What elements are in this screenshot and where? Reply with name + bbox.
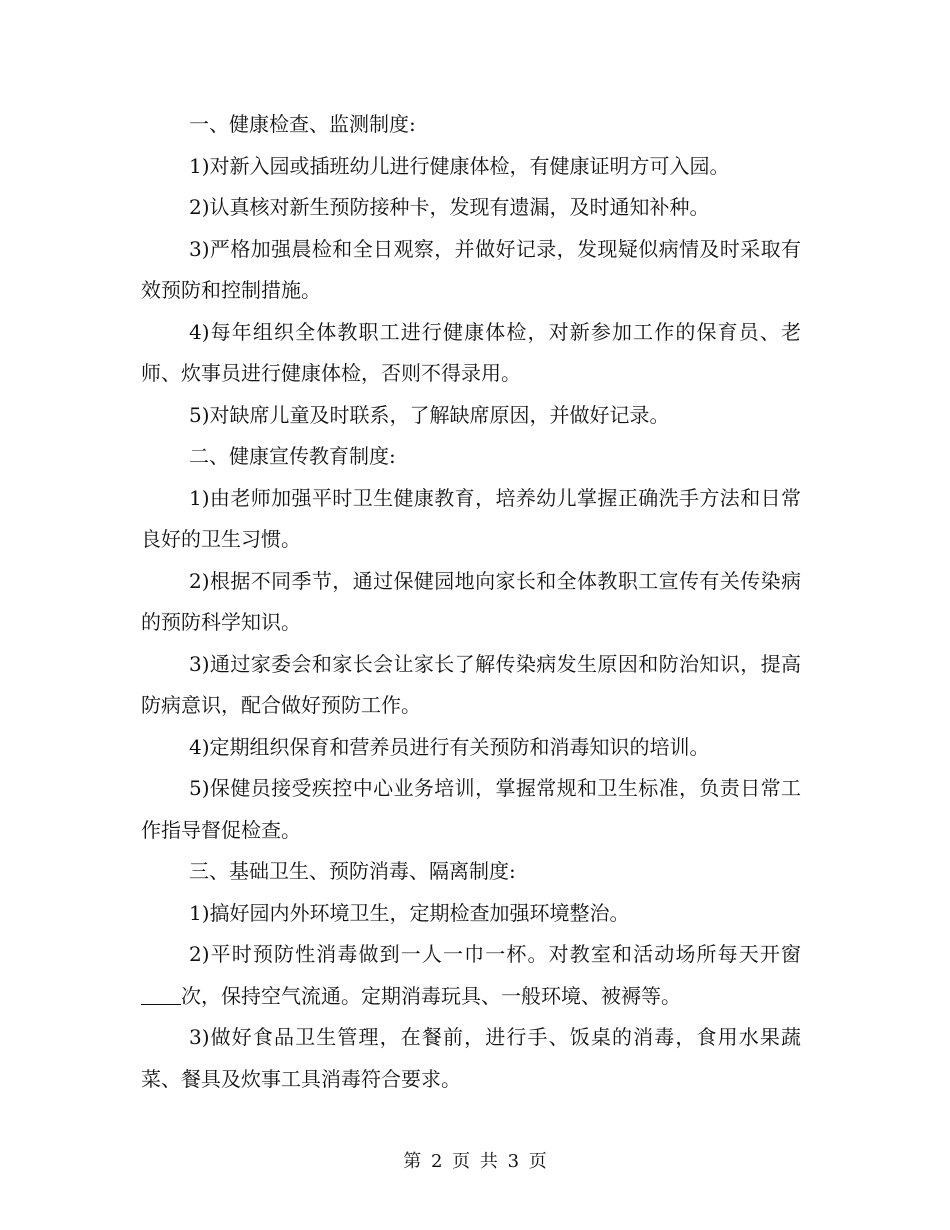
paragraph: 2)根据不同季节，通过保健园地向家长和全体教职工宣传有关传染病的预防科学知识。 — [141, 568, 801, 634]
paragraph-text-after-blank: 次，保持空气流通。定期消毒玩具、一般环境、被褥等。 — [181, 983, 681, 1008]
section-heading-health-check: 一、健康检查、监测制度: — [189, 112, 416, 136]
paragraph: 3)通过家委会和家长会让家长了解传染病发生原因和防治知识，提高防病意识，配合做好预防工作。 — [141, 651, 801, 717]
paragraph: 2)认真核对新生预防接种卡，发现有遗漏，及时通知补种。 — [189, 195, 710, 219]
section-heading-health-education: 二、健康宣传教育制度: — [189, 444, 396, 468]
paragraph: 4)每年组织全体教职工进行健康体检，对新参加工作的保育员、老师、炊事员进行健康体检，否则不得录用。 — [141, 319, 801, 385]
paragraph: 3)做好食品卫生管理，在餐前，进行手、饭桌的消毒，食用水果蔬菜、餐具及炊事工具消毒符合要求。 — [141, 1025, 801, 1091]
paragraph-with-blank — [141, 934, 801, 1017]
paragraph: 5)保健员接受疾控中心业务培训，掌握常规和卫生标准，负责日常工作指导督促检查。 — [141, 776, 801, 842]
paragraph: 3)严格加强晨检和全日观察，并做好记录，发现疑似病情及时采取有效预防和控制措施。 — [141, 236, 801, 302]
fill-in-blank — [141, 984, 181, 1005]
paragraph: 1)由老师加强平时卫生健康教育，培养幼儿掌握正确洗手方法和日常良好的卫生习惯。 — [141, 485, 801, 551]
paragraph: 1)搞好园内外环境卫生，定期检查加强环境整治。 — [189, 900, 630, 925]
page-number-footer: 第 2 页 共 3 页 — [403, 1151, 547, 1172]
paragraph: 4)定期组织保育和营养员进行有关预防和消毒知识的培训。 — [189, 734, 710, 759]
document-body — [141, 104, 801, 1100]
section-heading-hygiene-disinfection: 三、基础卫生、预防消毒、隔离制度: — [189, 859, 516, 883]
paragraph: 5)对缺席儿童及时联系，了解缺席原因，并做好记录。 — [189, 402, 670, 427]
paragraph: 1)对新入园或插班幼儿进行健康体检，有健康证明方可入园。 — [189, 153, 730, 178]
paragraph-text-before-blank: 2)平时预防性消毒做到一人一巾一杯。对教室和活动场所每天开窗 — [189, 942, 801, 966]
